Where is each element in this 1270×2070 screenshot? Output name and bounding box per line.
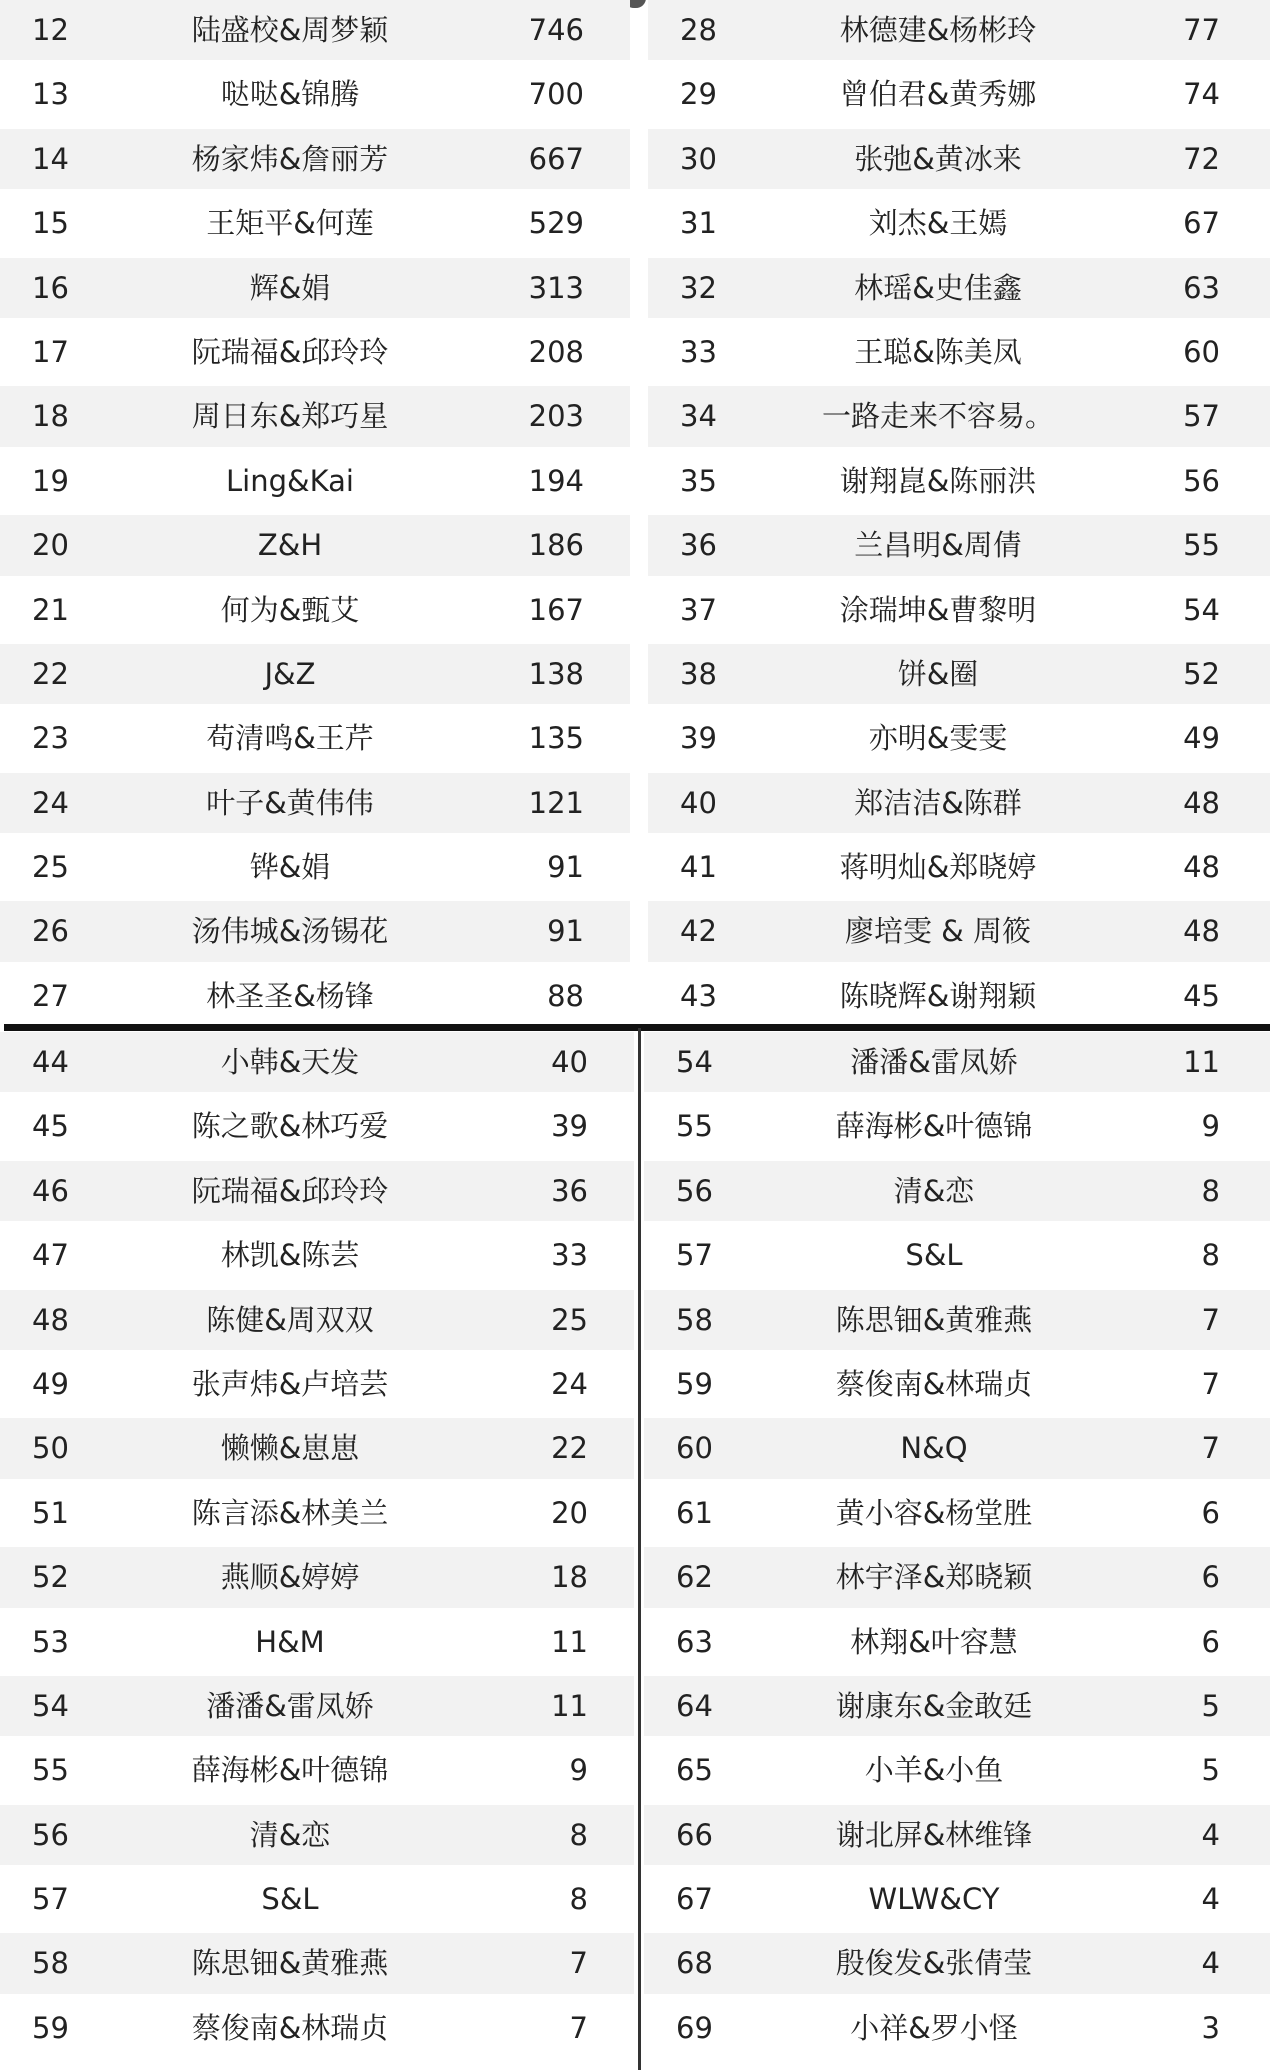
name-cell: 周日东&郑巧星 bbox=[191, 399, 389, 434]
table-row bbox=[644, 1161, 1270, 1225]
name-cell: 郑洁洁&陈群 bbox=[854, 785, 1022, 820]
score-cell: 7 bbox=[1201, 1431, 1220, 1466]
name-cell: 王矩平&何莲 bbox=[206, 206, 374, 241]
score-cell: 49 bbox=[1183, 721, 1220, 756]
rank-cell: 33 bbox=[680, 334, 717, 369]
name-cell: 铧&娟 bbox=[249, 850, 331, 885]
table-row bbox=[644, 1869, 1270, 1933]
table-row bbox=[644, 1096, 1270, 1160]
score-cell: 55 bbox=[1183, 528, 1220, 563]
table-row bbox=[648, 708, 1270, 772]
score-cell: 7 bbox=[569, 1946, 588, 1981]
rank-cell: 12 bbox=[32, 13, 69, 47]
ranking-panel-bottom-right bbox=[644, 1032, 1270, 2062]
score-cell: 7 bbox=[1201, 1366, 1220, 1401]
score-cell: 208 bbox=[528, 334, 584, 369]
name-cell: N&Q bbox=[900, 1431, 968, 1466]
table-row bbox=[0, 966, 630, 1030]
name-cell: 廖培雯 & 周筱 bbox=[844, 914, 1032, 949]
score-cell: 9 bbox=[1201, 1109, 1220, 1144]
score-cell: 203 bbox=[528, 399, 584, 434]
score-cell: 7 bbox=[1201, 1302, 1220, 1337]
name-cell: 汤伟城&汤锡花 bbox=[191, 914, 389, 949]
table-row bbox=[648, 644, 1270, 708]
name-cell: 薛海彬&叶德锦 bbox=[835, 1109, 1033, 1144]
name-cell: 陈健&周双双 bbox=[206, 1302, 374, 1337]
rank-cell: 67 bbox=[676, 1882, 713, 1917]
rank-cell: 68 bbox=[676, 1946, 713, 1981]
rank-cell: 63 bbox=[676, 1624, 713, 1659]
table-row bbox=[0, 1161, 634, 1225]
score-cell: 9 bbox=[569, 1753, 588, 1788]
name-cell: 杨家炜&詹丽芳 bbox=[191, 141, 389, 176]
table-row bbox=[0, 0, 630, 64]
rank-cell: 58 bbox=[676, 1302, 713, 1337]
table-row bbox=[644, 1225, 1270, 1289]
name-cell: 小羊&小鱼 bbox=[864, 1753, 1004, 1788]
table-row bbox=[648, 258, 1270, 322]
rank-cell: 46 bbox=[32, 1173, 69, 1208]
table-row bbox=[0, 837, 630, 901]
rank-cell: 37 bbox=[680, 592, 717, 627]
score-cell: 24 bbox=[551, 1366, 588, 1401]
table-row bbox=[648, 451, 1270, 515]
name-cell: 陈思钿&黄雅燕 bbox=[191, 1946, 389, 1981]
name-cell: 阮瑞福&邱玲玲 bbox=[191, 334, 389, 369]
table-row bbox=[0, 773, 630, 837]
score-cell: 33 bbox=[551, 1238, 588, 1273]
rank-cell: 59 bbox=[676, 1366, 713, 1401]
name-cell: 陈晓辉&谢翔颖 bbox=[839, 978, 1037, 1013]
table-row bbox=[648, 901, 1270, 965]
rank-cell: 55 bbox=[32, 1753, 69, 1788]
rank-cell: 60 bbox=[676, 1431, 713, 1466]
rank-cell: 51 bbox=[32, 1495, 69, 1530]
table-row bbox=[644, 1676, 1270, 1740]
name-cell: 林凯&陈芸 bbox=[220, 1238, 360, 1273]
name-cell: H&M bbox=[255, 1624, 325, 1659]
name-cell: 林德建&杨彬玲 bbox=[839, 13, 1037, 47]
table-row bbox=[0, 901, 630, 965]
rank-cell: 45 bbox=[32, 1109, 69, 1144]
rank-cell: 43 bbox=[680, 978, 717, 1013]
rank-cell: 52 bbox=[32, 1560, 69, 1595]
rank-cell: 38 bbox=[680, 656, 717, 691]
table-row bbox=[0, 322, 630, 386]
table-row bbox=[0, 644, 630, 708]
score-cell: 48 bbox=[1183, 914, 1220, 949]
rank-cell: 14 bbox=[32, 141, 69, 176]
table-row bbox=[648, 322, 1270, 386]
rank-cell: 15 bbox=[32, 206, 69, 241]
name-cell: 燕顺&婷婷 bbox=[220, 1560, 360, 1595]
table-row bbox=[0, 1805, 634, 1869]
table-row bbox=[648, 580, 1270, 644]
name-cell: 亦明&雯雯 bbox=[868, 721, 1008, 756]
name-cell: 王聪&陈美凤 bbox=[854, 334, 1022, 369]
table-row bbox=[648, 64, 1270, 128]
rank-cell: 66 bbox=[676, 1817, 713, 1852]
score-cell: 313 bbox=[528, 270, 584, 305]
name-cell: 陆盛校&周梦颖 bbox=[191, 13, 389, 47]
rank-cell: 57 bbox=[32, 1882, 69, 1917]
table-row bbox=[648, 773, 1270, 837]
score-cell: 121 bbox=[528, 785, 584, 820]
rank-cell: 61 bbox=[676, 1495, 713, 1530]
name-cell: 饼&圈 bbox=[897, 656, 979, 691]
name-cell: 张声炜&卢培芸 bbox=[191, 1366, 389, 1401]
table-row bbox=[0, 1290, 634, 1354]
rank-cell: 13 bbox=[32, 77, 69, 112]
table-row bbox=[0, 386, 630, 450]
name-cell: 薛海彬&叶德锦 bbox=[191, 1753, 389, 1788]
rank-cell: 53 bbox=[32, 1624, 69, 1659]
name-cell: 何为&甄艾 bbox=[220, 592, 360, 627]
rank-cell: 16 bbox=[32, 270, 69, 305]
score-cell: 4 bbox=[1201, 1882, 1220, 1917]
name-cell: 涂瑞坤&曹黎明 bbox=[839, 592, 1037, 627]
score-cell: 8 bbox=[1201, 1238, 1220, 1273]
score-cell: 8 bbox=[569, 1817, 588, 1852]
score-cell: 167 bbox=[528, 592, 584, 627]
table-row bbox=[0, 451, 630, 515]
score-cell: 74 bbox=[1183, 77, 1220, 112]
name-cell: 蒋明灿&郑晓婷 bbox=[839, 850, 1037, 885]
name-cell: WLW&CY bbox=[868, 1882, 1000, 1917]
rank-cell: 47 bbox=[32, 1238, 69, 1273]
vertical-divider bbox=[638, 1028, 641, 2070]
score-cell: 56 bbox=[1183, 463, 1220, 498]
name-cell: 林翔&叶容慧 bbox=[850, 1624, 1018, 1659]
score-cell: 52 bbox=[1183, 656, 1220, 691]
table-row bbox=[648, 966, 1270, 1030]
rank-cell: 62 bbox=[676, 1560, 713, 1595]
rank-cell: 49 bbox=[32, 1366, 69, 1401]
rank-cell: 21 bbox=[32, 592, 69, 627]
score-cell: 36 bbox=[551, 1173, 588, 1208]
table-row bbox=[644, 1290, 1270, 1354]
rank-cell: 64 bbox=[676, 1688, 713, 1723]
table-row bbox=[0, 1225, 634, 1289]
table-row bbox=[0, 1418, 634, 1482]
table-row bbox=[0, 1547, 634, 1611]
ranking-panel-bottom-left bbox=[0, 1032, 634, 2062]
score-cell: 11 bbox=[551, 1624, 588, 1659]
table-row bbox=[648, 0, 1270, 64]
name-cell: Ling&Kai bbox=[226, 463, 354, 498]
name-cell: 苟清鸣&王芹 bbox=[206, 721, 374, 756]
rank-cell: 40 bbox=[680, 785, 717, 820]
table-row bbox=[0, 193, 630, 257]
table-row bbox=[0, 515, 630, 579]
rank-cell: 23 bbox=[32, 721, 69, 756]
name-cell: 刘杰&王嫣 bbox=[868, 206, 1008, 241]
table-row bbox=[644, 1483, 1270, 1547]
rank-cell: 55 bbox=[676, 1109, 713, 1144]
name-cell: 殷俊发&张倩莹 bbox=[835, 1946, 1033, 1981]
name-cell: 陈之歌&林巧爱 bbox=[191, 1109, 389, 1144]
rank-cell: 32 bbox=[680, 270, 717, 305]
score-cell: 18 bbox=[551, 1560, 588, 1595]
name-cell: 谢北屏&林维锋 bbox=[835, 1817, 1033, 1852]
table-row bbox=[0, 1612, 634, 1676]
name-cell: 小韩&天发 bbox=[220, 1045, 360, 1079]
score-cell: 88 bbox=[547, 978, 584, 1013]
score-cell: 5 bbox=[1201, 1688, 1220, 1723]
score-cell: 529 bbox=[528, 206, 584, 241]
rank-cell: 30 bbox=[680, 141, 717, 176]
rank-cell: 56 bbox=[676, 1173, 713, 1208]
rank-cell: 59 bbox=[32, 2010, 69, 2045]
table-row bbox=[648, 837, 1270, 901]
table-row bbox=[644, 1805, 1270, 1869]
score-cell: 20 bbox=[551, 1495, 588, 1530]
table-row bbox=[644, 1547, 1270, 1611]
name-cell: 辉&娟 bbox=[249, 270, 331, 305]
rank-cell: 48 bbox=[32, 1302, 69, 1337]
table-row bbox=[0, 1998, 634, 2062]
name-cell: S&L bbox=[905, 1238, 963, 1273]
name-cell: 潘潘&雷凤娇 bbox=[850, 1045, 1018, 1079]
name-cell: Z&H bbox=[257, 528, 323, 563]
table-row bbox=[644, 1418, 1270, 1482]
table-row bbox=[0, 1740, 634, 1804]
rank-cell: 57 bbox=[676, 1238, 713, 1273]
rank-cell: 29 bbox=[680, 77, 717, 112]
table-row bbox=[644, 1998, 1270, 2062]
rank-cell: 44 bbox=[32, 1045, 69, 1079]
name-cell: S&L bbox=[261, 1882, 319, 1917]
score-cell: 135 bbox=[528, 721, 584, 756]
rank-cell: 54 bbox=[676, 1045, 713, 1079]
name-cell: 清&恋 bbox=[893, 1173, 975, 1208]
rank-cell: 41 bbox=[680, 850, 717, 885]
name-cell: 小祥&罗小怪 bbox=[850, 2010, 1018, 2045]
table-row bbox=[0, 1483, 634, 1547]
rank-cell: 34 bbox=[680, 399, 717, 434]
table-row bbox=[644, 1032, 1270, 1096]
score-cell: 6 bbox=[1201, 1495, 1220, 1530]
score-cell: 6 bbox=[1201, 1624, 1220, 1659]
score-cell: 77 bbox=[1183, 13, 1220, 47]
score-cell: 11 bbox=[551, 1688, 588, 1723]
ranking-panel-top-left bbox=[0, 0, 630, 1030]
table-row bbox=[0, 708, 630, 772]
score-cell: 138 bbox=[528, 656, 584, 691]
rank-cell: 18 bbox=[32, 399, 69, 434]
score-cell: 25 bbox=[551, 1302, 588, 1337]
table-row bbox=[0, 1676, 634, 1740]
score-cell: 8 bbox=[1201, 1173, 1220, 1208]
rank-cell: 39 bbox=[680, 721, 717, 756]
score-cell: 72 bbox=[1183, 141, 1220, 176]
name-cell: 林瑶&史佳鑫 bbox=[854, 270, 1022, 305]
table-row bbox=[644, 1612, 1270, 1676]
score-cell: 4 bbox=[1201, 1817, 1220, 1852]
name-cell: 林圣圣&杨锋 bbox=[206, 978, 374, 1013]
name-cell: 陈言添&林美兰 bbox=[191, 1495, 389, 1530]
score-cell: 57 bbox=[1183, 399, 1220, 434]
name-cell: 清&恋 bbox=[249, 1817, 331, 1852]
score-cell: 700 bbox=[528, 77, 584, 112]
rank-cell: 65 bbox=[676, 1753, 713, 1788]
rank-cell: 42 bbox=[680, 914, 717, 949]
rank-cell: 27 bbox=[32, 978, 69, 1013]
score-cell: 67 bbox=[1183, 206, 1220, 241]
score-cell: 3 bbox=[1201, 2010, 1220, 2045]
score-cell: 6 bbox=[1201, 1560, 1220, 1595]
score-cell: 8 bbox=[569, 1882, 588, 1917]
rank-cell: 20 bbox=[32, 528, 69, 563]
score-cell: 48 bbox=[1183, 850, 1220, 885]
score-cell: 4 bbox=[1201, 1946, 1220, 1981]
table-row bbox=[648, 515, 1270, 579]
name-cell: 张弛&黄冰来 bbox=[854, 141, 1022, 176]
score-cell: 54 bbox=[1183, 592, 1220, 627]
score-cell: 22 bbox=[551, 1431, 588, 1466]
name-cell: 叶子&黄伟伟 bbox=[206, 785, 374, 820]
rank-cell: 25 bbox=[32, 850, 69, 885]
score-cell: 91 bbox=[547, 850, 584, 885]
table-row bbox=[0, 1354, 634, 1418]
rank-cell: 50 bbox=[32, 1431, 69, 1466]
rank-cell: 22 bbox=[32, 656, 69, 691]
rank-cell: 35 bbox=[680, 463, 717, 498]
table-row bbox=[648, 129, 1270, 193]
name-cell: 蔡俊南&林瑞贞 bbox=[835, 1366, 1033, 1401]
ranking-panel-top-right bbox=[648, 0, 1270, 1030]
rank-cell: 58 bbox=[32, 1946, 69, 1981]
table-row bbox=[648, 193, 1270, 257]
name-cell: 林宇泽&郑晓颖 bbox=[835, 1560, 1033, 1595]
score-cell: 39 bbox=[551, 1109, 588, 1144]
score-cell: 11 bbox=[1183, 1045, 1220, 1079]
name-cell: 潘潘&雷凤娇 bbox=[206, 1688, 374, 1723]
horizontal-divider bbox=[4, 1024, 1270, 1031]
name-cell: 谢康东&金敢廷 bbox=[835, 1688, 1033, 1723]
score-cell: 45 bbox=[1183, 978, 1220, 1013]
table-row bbox=[0, 580, 630, 644]
rank-cell: 56 bbox=[32, 1817, 69, 1852]
score-cell: 186 bbox=[528, 528, 584, 563]
table-row bbox=[0, 1933, 634, 1997]
rank-cell: 36 bbox=[680, 528, 717, 563]
table-row bbox=[648, 386, 1270, 450]
score-cell: 91 bbox=[547, 914, 584, 949]
rank-cell: 26 bbox=[32, 914, 69, 949]
score-cell: 48 bbox=[1183, 785, 1220, 820]
rank-cell: 24 bbox=[32, 785, 69, 820]
rank-cell: 17 bbox=[32, 334, 69, 369]
name-cell: 蔡俊南&林瑞贞 bbox=[191, 2010, 389, 2045]
name-cell: 黄小容&杨堂胜 bbox=[835, 1495, 1033, 1530]
table-row bbox=[0, 258, 630, 322]
name-cell: 阮瑞福&邱玲玲 bbox=[191, 1173, 389, 1208]
score-cell: 63 bbox=[1183, 270, 1220, 305]
rank-cell: 31 bbox=[680, 206, 717, 241]
name-cell: 谢翔崑&陈丽洪 bbox=[839, 463, 1037, 498]
score-cell: 746 bbox=[528, 13, 584, 47]
table-row bbox=[0, 1032, 634, 1096]
table-row bbox=[0, 1096, 634, 1160]
score-cell: 40 bbox=[551, 1045, 588, 1079]
name-cell: 曾伯君&黄秀娜 bbox=[839, 77, 1037, 112]
rank-cell: 19 bbox=[32, 463, 69, 498]
rank-cell: 54 bbox=[32, 1688, 69, 1723]
name-cell: 一路走来不容易。 bbox=[821, 399, 1054, 434]
rank-cell: 28 bbox=[680, 13, 717, 47]
score-cell: 60 bbox=[1183, 334, 1220, 369]
name-cell: 兰昌明&周倩 bbox=[854, 528, 1022, 563]
table-row bbox=[644, 1740, 1270, 1804]
name-cell: 哒哒&锦腾 bbox=[220, 77, 360, 112]
table-row bbox=[644, 1933, 1270, 1997]
table-row bbox=[0, 129, 630, 193]
table-row bbox=[0, 1869, 634, 1933]
score-cell: 194 bbox=[528, 463, 584, 498]
rank-cell: 69 bbox=[676, 2010, 713, 2045]
table-row bbox=[0, 64, 630, 128]
name-cell: 懒懒&崽崽 bbox=[220, 1431, 360, 1466]
name-cell: 陈思钿&黄雅燕 bbox=[835, 1302, 1033, 1337]
table-row bbox=[644, 1354, 1270, 1418]
score-cell: 667 bbox=[528, 141, 584, 176]
score-cell: 5 bbox=[1201, 1753, 1220, 1788]
name-cell: J&Z bbox=[264, 656, 316, 691]
score-cell: 7 bbox=[569, 2010, 588, 2045]
